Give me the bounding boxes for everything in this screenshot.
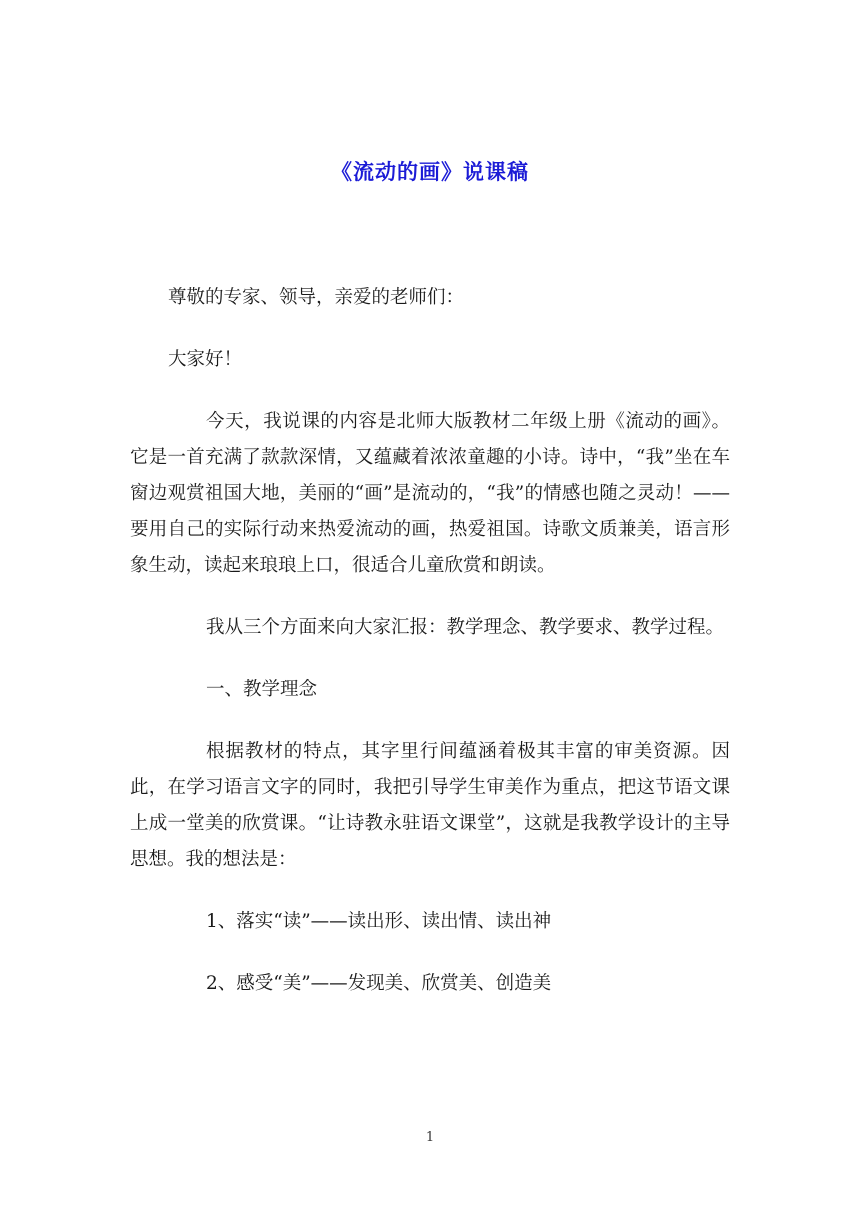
document-body — [130, 280, 730, 1028]
list-item-reading: 1、落实“读”——读出形、读出情、读出神 — [206, 911, 552, 932]
outline-paragraph: 我从三个方面来向大家汇报：教学理念、教学要求、教学过程。 — [206, 617, 725, 638]
list-item-beauty: 2、感受“美”——发现美、欣赏美、创造美 — [206, 973, 552, 994]
intro-paragraph: 今天，我说课的内容是北师大版教材二年级上册《流动的画》。它是一首充满了款款深情，又蕴藏着浓浓童趣的小诗。诗中，“我”坐在车窗边观赏祖国大地，美丽的“画”是流动的，“我”的情感也随之灵动！——要用自己的实际行动来热爱流动的画，热爱祖国。诗歌文质兼美，语言形象生动，读起来琅琅上口，很适合儿童欣赏和朗读。 — [130, 411, 730, 576]
page-number: 1 — [425, 1130, 435, 1145]
hello-paragraph: 大家好！ — [168, 349, 243, 370]
greeting-paragraph: 尊敬的专家、领导，亲爱的老师们： — [168, 287, 465, 308]
document-title: 《流动的画》说课稿 — [331, 159, 529, 184]
section-heading-teaching-concept: 一、教学理念 — [206, 679, 318, 700]
concept-paragraph: 根据教材的特点，其字里行间蕴涵着极其丰富的审美资源。因此，在学习语言文字的同时，我把引导学生审美作为重点，把这节语文课上成一堂美的欣赏课。“让诗教永驻语文课堂”，这就是我教学设计的主导思想。我的想法是： — [130, 741, 730, 870]
